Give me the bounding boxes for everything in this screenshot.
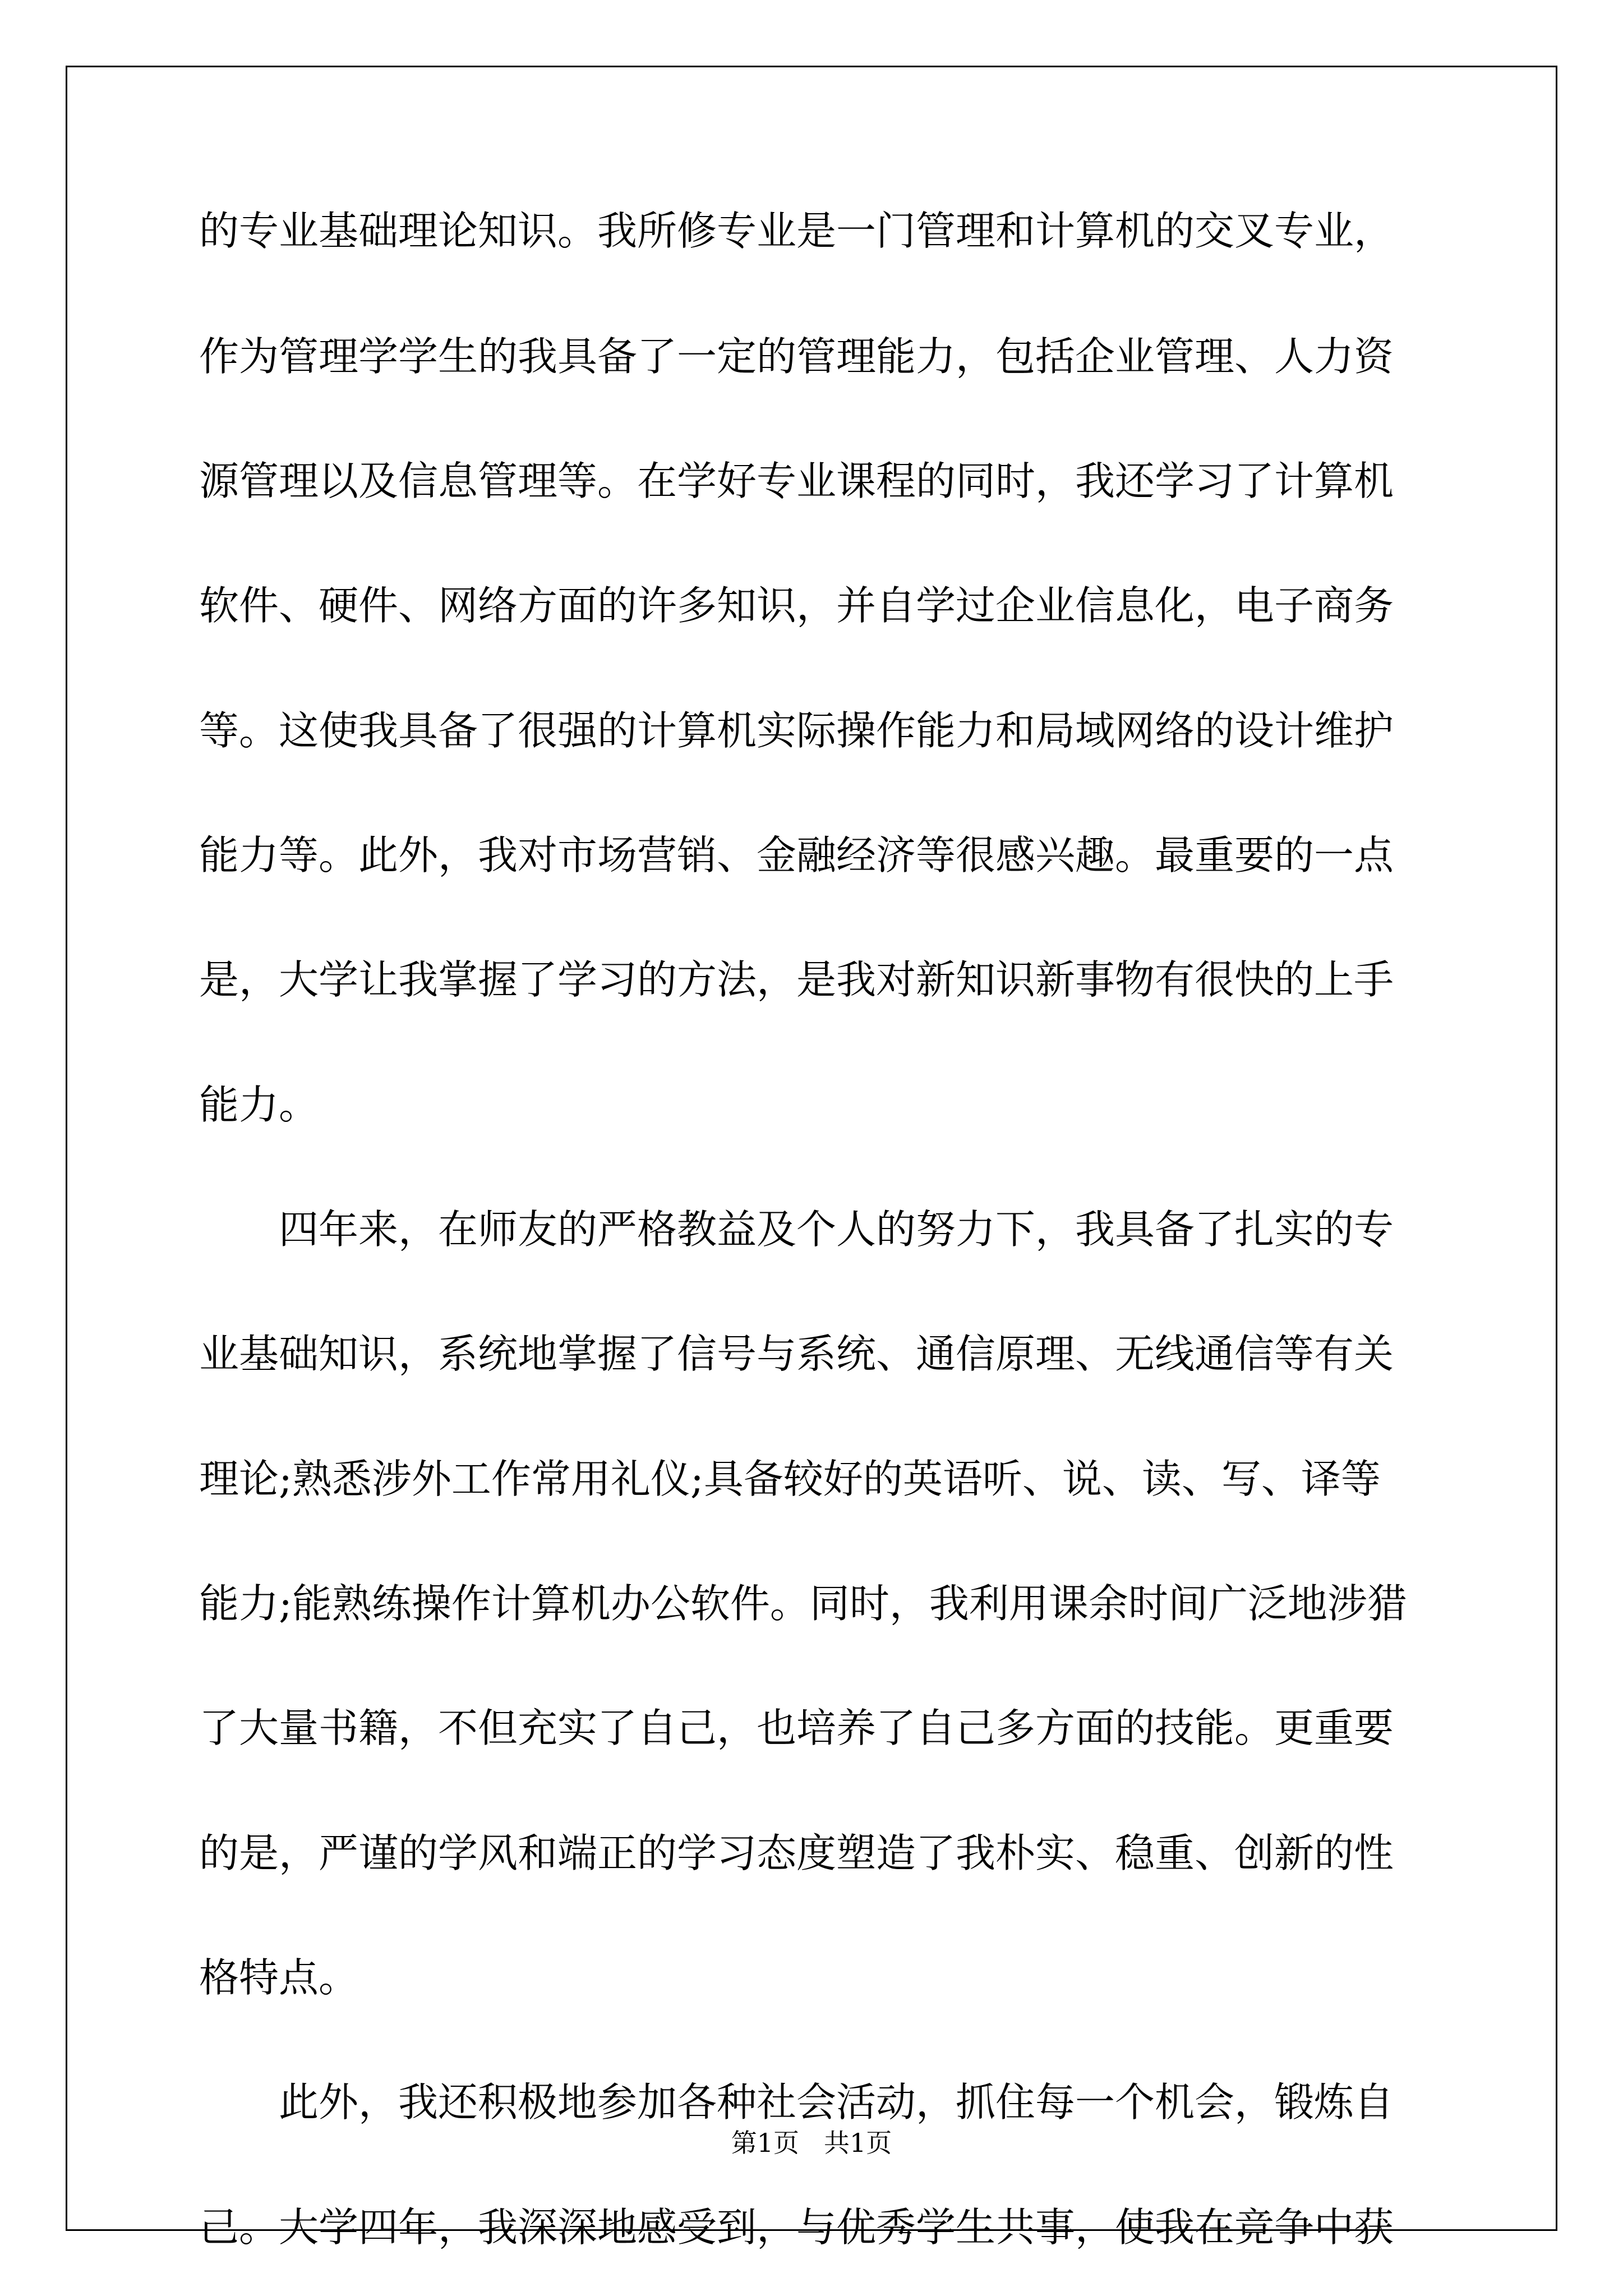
- text-line: 作为管理学学生的我具备了一定的管理能力，包括企业管理、人力资: [199, 333, 1394, 380]
- text-line: 的专业基础理论知识。我所修专业是一门管理和计算机的交叉专业，: [199, 208, 1394, 254]
- text-line: 四年来，在师友的严格教益及个人的努力下，我具备了扎实的专: [199, 1206, 1394, 1253]
- text-line: 能力等。此外，我对市场营销、金融经济等很感兴趣。最重要的一点: [199, 832, 1394, 878]
- text-line: 是，大学让我掌握了学习的方法，是我对新知识新事物有很快的上手: [199, 956, 1394, 1003]
- text-line: 理论;熟悉涉外工作常用礼仪;具备较好的英语听、说、读、写、译等: [199, 1456, 1381, 1502]
- text-line: 己。大学四年，我深深地感受到，与优秀学生共事，使我在竞争中获: [199, 2204, 1394, 2251]
- text-line: 的是，严谨的学风和端正的学习态度塑造了我朴实、稳重、创新的性: [199, 1830, 1394, 1876]
- text-line: 软件、硬件、网络方面的许多知识，并自学过企业信息化，电子商务: [199, 582, 1394, 629]
- text-line: 等。这使我具备了很强的计算机实际操作能力和局域网络的设计维护: [199, 707, 1394, 754]
- text-line: 源管理以及信息管理等。在学好专业课程的同时，我还学习了计算机: [199, 458, 1394, 504]
- page-footer: [0, 2130, 1623, 2156]
- text-line: 业基础知识，系统地掌握了信号与系统、通信原理、无线通信等有关: [199, 1331, 1394, 1377]
- page-border: [66, 66, 1557, 2231]
- text-line: 能力。: [199, 1082, 319, 1128]
- text-line: 此外，我还积极地参加各种社会活动，抓住每一个机会，锻炼自: [199, 2079, 1394, 2125]
- page-total: 共1页: [823, 2128, 892, 2158]
- text-line: 能力;能熟练操作计算机办公软件。同时，我利用课余时间广泛地涉猎: [199, 1580, 1407, 1627]
- page-number: 第1页: [731, 2128, 800, 2158]
- text-line: 了大量书籍，不但充实了自己，也培养了自己多方面的技能。更重要: [199, 1705, 1394, 1751]
- text-line: 格特点。: [199, 1954, 359, 2001]
